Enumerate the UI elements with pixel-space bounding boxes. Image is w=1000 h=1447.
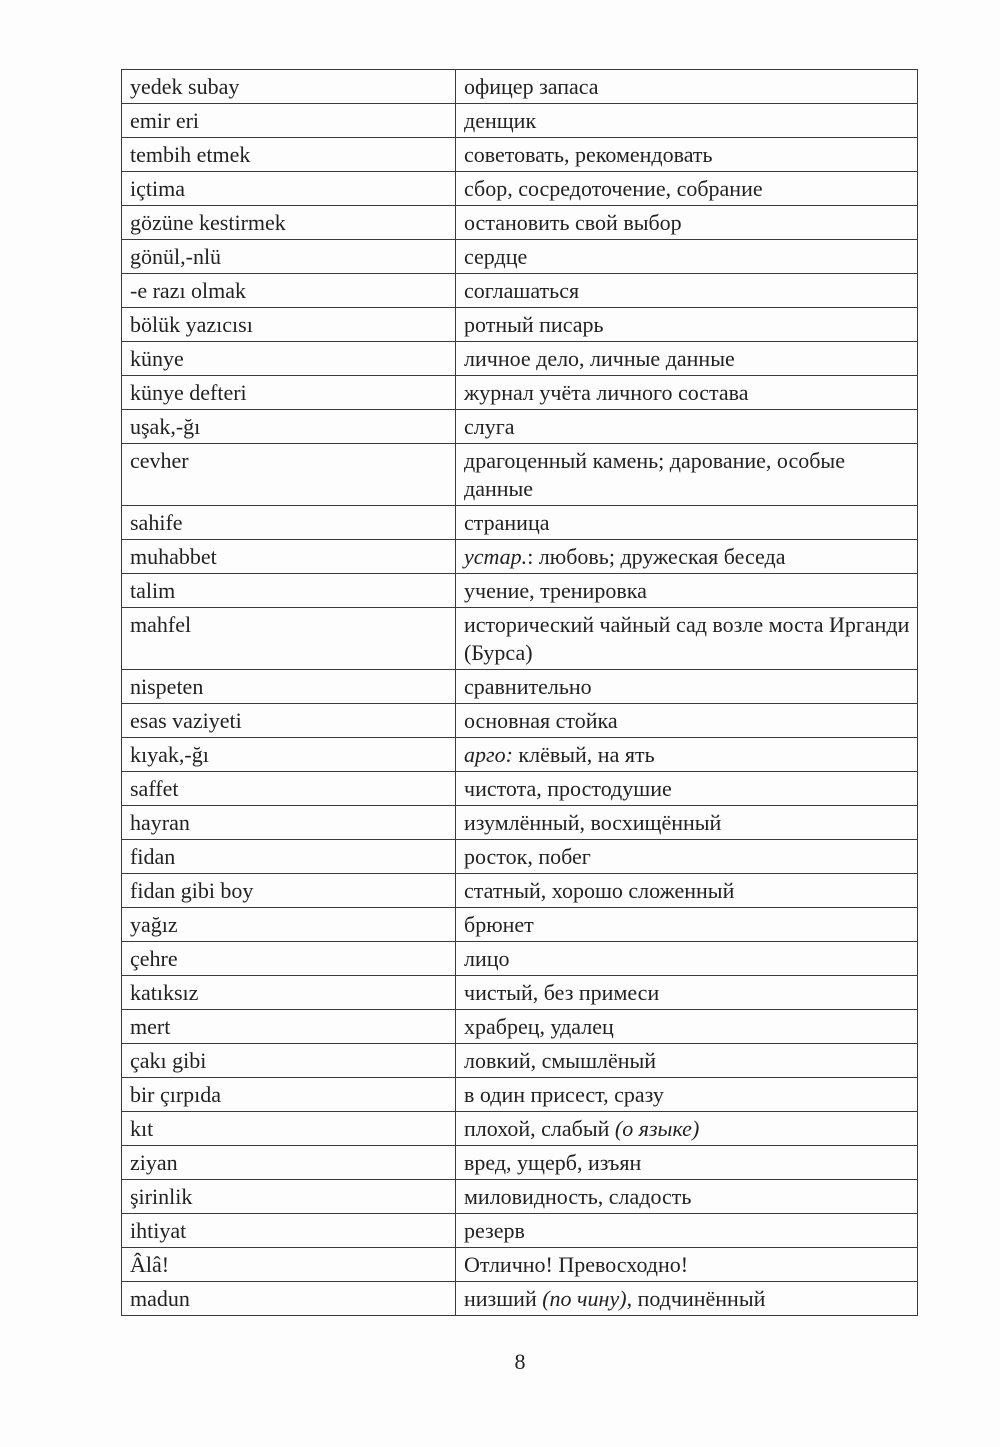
table-row (122, 1112, 918, 1146)
russian-translation (456, 608, 918, 670)
table-row (122, 704, 918, 738)
turkish-term: fidan gibi boy (122, 874, 456, 908)
russian-translation (456, 1112, 918, 1146)
russian-translation (456, 806, 918, 840)
turkish-term: gözüne kestirmek (122, 206, 456, 240)
translation-text: вред, ущерб, изъян (464, 1150, 642, 1175)
russian-translation (456, 1214, 918, 1248)
table-row (122, 308, 918, 342)
turkish-term: nispeten (122, 670, 456, 704)
russian-translation (456, 444, 918, 506)
translation-text: храбрец, удалец (464, 1014, 614, 1039)
table-row (122, 138, 918, 172)
table-row (122, 806, 918, 840)
russian-translation (456, 840, 918, 874)
turkish-term: talim (122, 574, 456, 608)
translation-text: сравнительно (464, 674, 592, 699)
russian-translation (456, 342, 918, 376)
russian-translation (456, 1044, 918, 1078)
turkish-term: şirinlik (122, 1180, 456, 1214)
table-row (122, 342, 918, 376)
russian-translation (456, 670, 918, 704)
turkish-term: içtima (122, 172, 456, 206)
table-row (122, 976, 918, 1010)
translation-text: росток, побег (464, 844, 591, 869)
turkish-term: kıt (122, 1112, 456, 1146)
turkish-term: -e razı olmak (122, 274, 456, 308)
turkish-term: saffet (122, 772, 456, 806)
russian-translation (456, 1248, 918, 1282)
glossary-body (122, 70, 918, 1316)
translation-text: основная стойка (464, 708, 618, 733)
turkish-term: Âlâ! (122, 1248, 456, 1282)
turkish-term: künye (122, 342, 456, 376)
turkish-term: muhabbet (122, 540, 456, 574)
turkish-term: kıyak,-ğı (122, 738, 456, 772)
russian-translation (456, 138, 918, 172)
translation-text: личное дело, личные данные (464, 346, 735, 371)
turkish-term: fidan (122, 840, 456, 874)
russian-translation (456, 1146, 918, 1180)
table-row (122, 274, 918, 308)
russian-translation (456, 376, 918, 410)
russian-translation (456, 1010, 918, 1044)
turkish-term: sahife (122, 506, 456, 540)
translation-text: плохой, слабый (464, 1116, 615, 1141)
table-row (122, 772, 918, 806)
russian-translation (456, 1078, 918, 1112)
translation-text: страница (464, 510, 550, 535)
russian-translation (456, 104, 918, 138)
translation-note-italic: арго: (464, 742, 513, 767)
translation-text: : любовь; дружеская беседа (527, 544, 786, 569)
table-row (122, 942, 918, 976)
table-row (122, 670, 918, 704)
table-row (122, 444, 918, 506)
table-row (122, 104, 918, 138)
turkish-term: gönül,-nlü (122, 240, 456, 274)
russian-translation (456, 70, 918, 104)
translation-text: в один присест, сразу (464, 1082, 664, 1107)
translation-text: чистый, без примеси (464, 980, 660, 1005)
table-row (122, 574, 918, 608)
russian-translation (456, 942, 918, 976)
turkish-term: bölük yazıcısı (122, 308, 456, 342)
turkish-term: mahfel (122, 608, 456, 670)
russian-translation (456, 206, 918, 240)
table-row (122, 908, 918, 942)
translation-text: денщик (464, 108, 537, 133)
table-row (122, 240, 918, 274)
turkish-term: katıksız (122, 976, 456, 1010)
translation-note-italic: устар. (464, 544, 528, 569)
turkish-term: çehre (122, 942, 456, 976)
turkish-term: esas vaziyeti (122, 704, 456, 738)
translation-text: слуга (464, 414, 515, 439)
translation-text: ловкий, смышлёный (464, 1048, 657, 1073)
translation-text: офицер запаса (464, 74, 599, 99)
translation-text: статный, хорошо сложенный (464, 878, 735, 903)
table-row (122, 1010, 918, 1044)
table-row (122, 376, 918, 410)
turkish-term: tembih etmek (122, 138, 456, 172)
table-row (122, 840, 918, 874)
table-row (122, 874, 918, 908)
page-number: 8 (514, 1349, 526, 1374)
table-row (122, 608, 918, 670)
turkish-term: emir eri (122, 104, 456, 138)
translation-text: брюнет (464, 912, 534, 937)
translation-text: остановить свой выбор (464, 210, 682, 235)
turkish-term: ihtiyat (122, 1214, 456, 1248)
russian-translation (456, 1180, 918, 1214)
russian-translation (456, 874, 918, 908)
table-row (122, 410, 918, 444)
translation-text: журнал учёта личного состава (464, 380, 749, 405)
table-row (122, 1180, 918, 1214)
turkish-term: mert (122, 1010, 456, 1044)
russian-translation (456, 540, 918, 574)
russian-translation (456, 410, 918, 444)
translation-text: низший (464, 1286, 543, 1311)
translation-text: соглашаться (464, 278, 580, 303)
russian-translation (456, 738, 918, 772)
turkish-term: hayran (122, 806, 456, 840)
translation-note-italic: (по чину) (542, 1286, 627, 1311)
russian-translation (456, 274, 918, 308)
translation-note-italic: (о языке) (614, 1116, 700, 1141)
translation-text: лицо (464, 946, 510, 971)
russian-translation (456, 574, 918, 608)
table-row (122, 1214, 918, 1248)
table-row (122, 1146, 918, 1180)
table-row (122, 70, 918, 104)
table-row (122, 1044, 918, 1078)
table-row (122, 172, 918, 206)
translation-text: , подчинённый (626, 1286, 766, 1311)
turkish-term: uşak,-ğı (122, 410, 456, 444)
turkish-term: cevher (122, 444, 456, 506)
russian-translation (456, 772, 918, 806)
table-row (122, 540, 918, 574)
table-row (122, 1248, 918, 1282)
russian-translation (456, 240, 918, 274)
translation-text: советовать, рекомендовать (464, 142, 713, 167)
translation-text: Отлично! Превосходно! (464, 1252, 689, 1277)
russian-translation (456, 308, 918, 342)
table-row (122, 1282, 918, 1316)
table-row (122, 1078, 918, 1112)
translation-text: сбор, сосредоточение, собрание (464, 176, 763, 201)
turkish-term: yağız (122, 908, 456, 942)
russian-translation (456, 506, 918, 540)
turkish-term: madun (122, 1282, 456, 1316)
russian-translation (456, 172, 918, 206)
russian-translation (456, 1282, 918, 1316)
translation-text: ротный писарь (464, 312, 604, 337)
translation-text: исторический чайный сад возле моста Ирганди (Бурса) (464, 612, 910, 665)
turkish-term: ziyan (122, 1146, 456, 1180)
translation-text: изумлённый, восхищённый (464, 810, 722, 835)
russian-translation (456, 976, 918, 1010)
translation-text: резерв (464, 1218, 525, 1243)
table-row (122, 738, 918, 772)
turkish-term: bir çırpıda (122, 1078, 456, 1112)
table-row (122, 206, 918, 240)
translation-text: клёвый, на ять (512, 742, 655, 767)
turkish-term: künye defteri (122, 376, 456, 410)
table-row (122, 506, 918, 540)
translation-text: чистота, простодушие (464, 776, 672, 801)
translation-text: учение, тренировка (464, 578, 647, 603)
translation-text: драгоценный камень; дарование, особые данные (464, 448, 845, 501)
turkish-term: yedek subay (122, 70, 456, 104)
translation-text: миловидность, сладость (464, 1184, 692, 1209)
russian-translation (456, 908, 918, 942)
glossary-table (121, 69, 918, 1316)
russian-translation (456, 704, 918, 738)
turkish-term: çakı gibi (122, 1044, 456, 1078)
translation-text: сердце (464, 244, 528, 269)
